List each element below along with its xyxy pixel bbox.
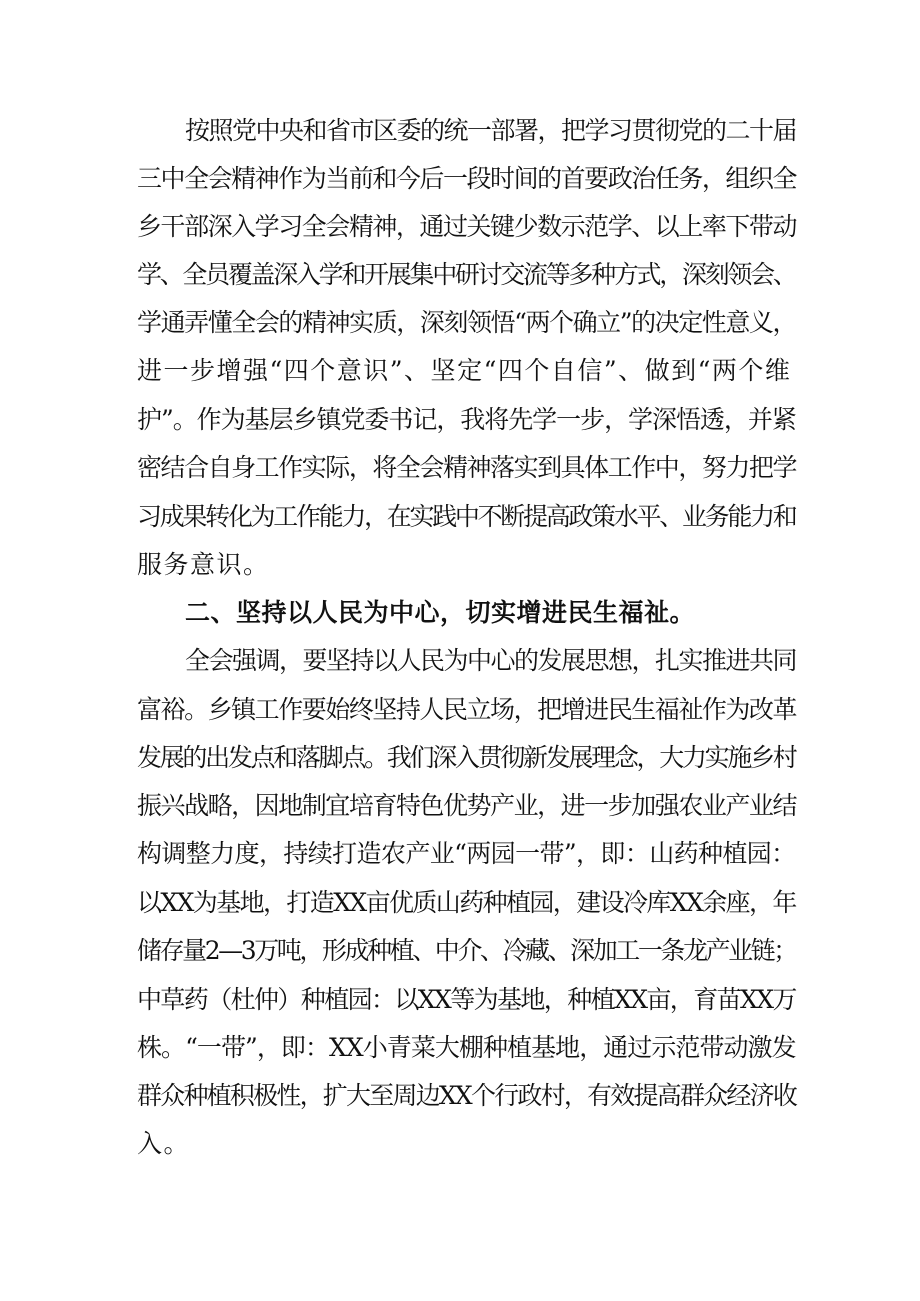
paragraph-2-line-1: 全会强调，要坚持以人民为中心的发展思想，扎实推进共同 [185,646,797,675]
paragraph-1-line-2: 三中全会精神作为当前和今后一段时间的首要政治任务，组织全 [137,164,797,193]
paragraph-2-line-10: 群众种植积极性，扩大至周边XX个行政村，有效提高群众经济收 [137,1081,797,1110]
section-heading: 二、坚持以人民为中心，切实增进民生福祉。 [185,598,696,627]
paragraph-2-line-5: 构调整力度，持续打造农产业“两园一带”，即：山药种植园： [137,839,796,868]
paragraph-1-line-9: 习成果转化为工作能力，在实践中不断提高政策水平、业务能力和 [137,502,796,531]
paragraph-2-line-8: 中草药（杜仲）种植园：以XX等为基地，种植XX亩，育苗XX万 [137,985,796,1014]
paragraph-1-line-1: 按照党中央和省市区委的统一部署，把学习贯彻党的二十届 [185,116,797,145]
paragraph-2-line-9: 株。“一带”，即：XX小青菜大棚种植基地，通过示范带动激发 [137,1033,796,1062]
paragraph-1-line-10: 服务意识。 [137,550,270,579]
paragraph-2-line-7: 储存量2—3万吨，形成种植、中介、冷藏、深加工一条龙产业链； [137,936,796,965]
paragraph-1-line-4: 学、全员覆盖深入学和开展集中研讨交流等多种方式，深刻领会、 [137,260,796,289]
paragraph-1-line-6: 进一步增强“四个意识”、坚定“四个自信”、做到“两个维 [137,356,792,385]
paragraph-2-line-11: 入。 [137,1129,191,1158]
paragraph-2-line-3: 发展的出发点和落脚点。我们深入贯彻新发展理念，大力实施乡村 [137,743,796,772]
paragraph-1-line-7: 护”。作为基层乡镇党委书记，我将先学一步，学深悟透，并紧 [137,405,796,434]
paragraph-2-line-4: 振兴战略，因地制宜培育特色优势产业，进一步加强农业产业结 [137,791,797,820]
paragraph-1-line-8: 密结合自身工作实际，将全会精神落实到具体工作中，努力把学 [137,453,797,482]
paragraph-2-line-2: 富裕。乡镇工作要始终坚持人民立场，把增进民生福祉作为改革 [137,695,797,724]
paragraph-1-line-3: 乡干部深入学习全会精神，通过关键少数示范学、以上率下带动 [137,212,797,241]
paragraph-2-line-6: 以XX为基地，打造XX亩优质山药种植园，建设冷库XX余座，年 [137,888,796,917]
paragraph-1-line-5: 学通弄懂全会的精神实质，深刻领悟“两个确立”的决定性意义， [137,308,797,337]
